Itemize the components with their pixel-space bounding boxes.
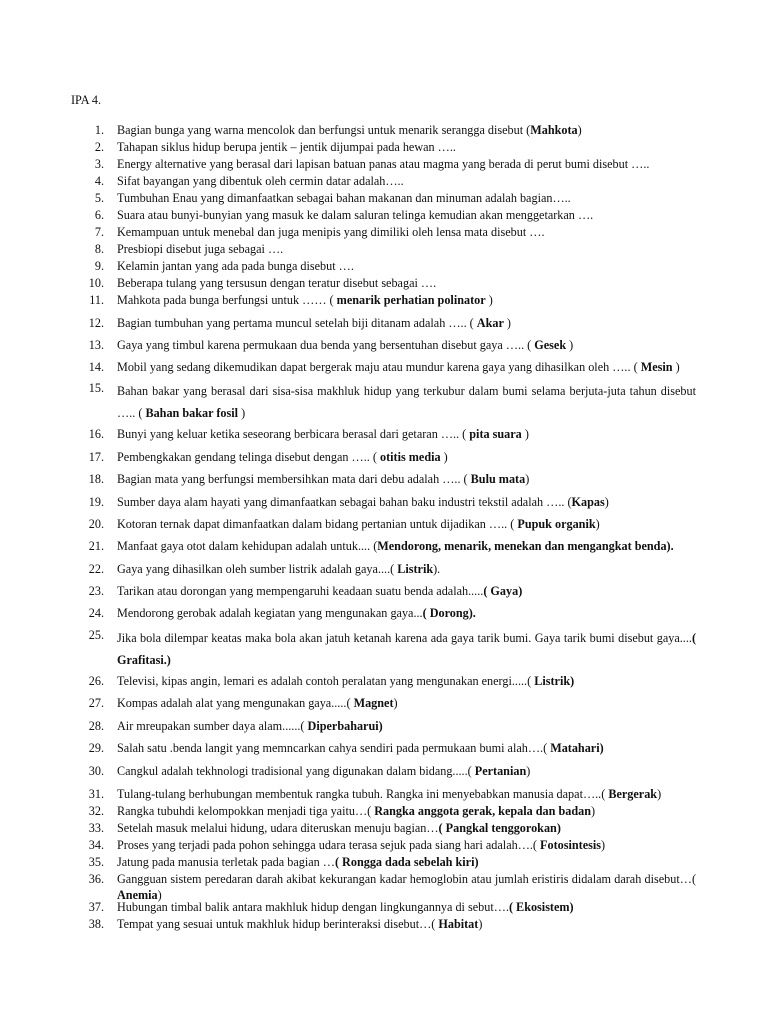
question-prompt: Tulang-tulang berhubungan membentuk rangka tubuh. Rangka ini menyebabkan manusia dapat…..( (117, 787, 609, 801)
answer-close: ) (672, 360, 680, 374)
question-text (117, 899, 574, 915)
question-prompt: Kotoran ternak dapat dimanfaatkan dalam bidang pertanian untuk dijadikan ….. ( (117, 517, 518, 531)
question-text (117, 561, 440, 577)
question-number: 16. (88, 427, 104, 441)
question-text (117, 315, 511, 331)
answer-text: ( Pangkal tenggorokan) (438, 821, 561, 835)
question-prompt: Tarikan atau dorongan yang mempengaruhi keadaan suatu benda adalah..... (117, 584, 484, 598)
answer-text: Anemia (117, 888, 158, 902)
answer-text: ( Grafitasi.) (117, 631, 696, 667)
question-prompt: Mendorong gerobak adalah kegiatan yang mengunakan gaya... (117, 606, 423, 620)
question-number: 10. (88, 276, 104, 290)
question-number: 14. (88, 360, 104, 374)
question-number: 38. (88, 917, 104, 931)
question-number: 12. (88, 316, 104, 330)
answer-close: ) (526, 764, 531, 778)
question-text (117, 241, 283, 257)
answer-text: Fotosintesis (540, 838, 601, 852)
question-number: 17. (88, 450, 104, 464)
question-text (117, 673, 574, 689)
question-number: 22. (88, 562, 104, 576)
answer-text: ( Rongga dada sebelah kiri) (334, 855, 479, 869)
question-prompt: Manfaat gaya otot dalam kehidupan adalah untuk.... ( (117, 539, 378, 553)
answer-close: ) (238, 406, 246, 420)
question-prompt: Jika bola dilempar keatas maka bola akan jatuh ketanah karena ada gaya tarik bumi. Gaya tarik bumi disebut gaya.... (117, 631, 692, 645)
answer-close: ) (521, 427, 529, 441)
question-number: 23. (88, 584, 104, 598)
question-number: 33. (88, 821, 104, 835)
answer-close: ) (393, 696, 398, 710)
answer-text: otitis media (379, 450, 441, 464)
question-text (117, 426, 529, 442)
answer-text: ( Gaya) (483, 584, 523, 598)
question-text (117, 494, 609, 510)
question-text (117, 538, 674, 554)
question-text (117, 139, 456, 155)
question-text (117, 173, 404, 189)
question-text (117, 337, 573, 353)
question-prompt: Kelamin jantan yang ada pada bunga disebut …. (117, 259, 354, 273)
question-number: 3. (94, 157, 104, 171)
question-prompt: Proses yang terjadi pada pohon sehingga udara terasa sejuk pada siang hari adalah….( (117, 838, 541, 852)
answer-close: ) (600, 838, 606, 852)
answer-text: ( Dorong). (422, 606, 476, 620)
question-text (117, 695, 398, 711)
question-text (117, 763, 530, 779)
question-number: 32. (88, 804, 104, 818)
answer-text: Pertanian (474, 764, 527, 778)
question-prompt: Gangguan sistem peredaran darah akibat kekurangan kadar hemoglobin atau jumlah eristiris didalam darah disebut…( (117, 872, 696, 886)
question-number: 24. (88, 606, 104, 620)
question-prompt: Bagian bunga yang warna mencolok dan berfungsi untuk menarik serangga disebut ( (117, 123, 531, 137)
question-text (117, 156, 649, 172)
question-prompt: Mahkota pada bunga berfungsi untuk …… ( (117, 293, 337, 307)
question-prompt: Sifat bayangan yang dibentuk oleh cermin datar adalah….. (117, 174, 404, 188)
question-prompt: Presbiopi disebut juga sebagai …. (117, 242, 284, 256)
question-text (117, 449, 448, 465)
answer-text: Diperbaharui) (307, 719, 383, 733)
question-prompt: Bahan bakar yang berasal dari sisa-sisa makhluk hidup yang terkubur dalam bumi selama berjuta-juta tahun disebut ….. ( (117, 384, 696, 420)
answer-text: Listrik) (534, 674, 575, 688)
answer-close: ) (657, 787, 662, 801)
question-prompt: Cangkul adalah tekhnologi tradisional yang digunakan dalam bidang.....( (117, 764, 475, 778)
question-number: 20. (88, 517, 104, 531)
question-number: 28. (88, 719, 104, 733)
question-prompt: Air mreupakan sumber daya alam......( (117, 719, 308, 733)
question-prompt: Televisi, kipas angin, lemari es adalah contoh peralatan yang mengunakan energi.....( (117, 674, 535, 688)
question-number: 25. (88, 628, 104, 642)
question-prompt: Salah satu .benda langit yang memncarkan cahya sendiri pada permukaan bumi alah….( (117, 741, 551, 755)
answer-text: Habitat (438, 917, 479, 931)
question-text (117, 380, 696, 424)
answer-text: Rangka anggota gerak, kepala dan badan (374, 804, 591, 818)
question-prompt: Kompas adalah alat yang mengunakan gaya.....( (117, 696, 354, 710)
question-number: 9. (94, 259, 104, 273)
answer-text: Mahkota (530, 123, 578, 137)
question-prompt: Bagian tumbuhan yang pertama muncul setelah biji ditanam adalah ….. ( (117, 316, 477, 330)
question-text (117, 359, 680, 375)
question-text (117, 224, 545, 240)
question-number: 11. (89, 293, 104, 307)
question-text (117, 190, 571, 206)
question-prompt: Tahapan siklus hidup berupa jentik – jentik dijumpai pada hewan ….. (117, 140, 456, 154)
question-text (117, 786, 661, 802)
answer-close: ) (566, 338, 574, 352)
question-text (117, 803, 595, 819)
question-number: 2. (94, 140, 104, 154)
question-text (117, 718, 383, 734)
answer-close: ) (525, 472, 530, 486)
question-number: 26. (88, 674, 104, 688)
question-text (117, 854, 479, 870)
question-prompt: Energy alternative yang berasal dari lapisan batuan panas atau magma yang berada di perut bumi disebut ….. (117, 157, 650, 171)
answer-close: ) (485, 293, 493, 307)
question-prompt: Bagian mata yang berfungsi membersihkan mata dari debu adalah ….. ( (117, 472, 471, 486)
answer-text: Matahari) (550, 741, 604, 755)
question-prompt: Beberapa tulang yang tersusun dengan teratur disebut sebagai …. (117, 276, 437, 290)
question-prompt: Mobil yang sedang dikemudikan dapat bergerak maju atau mundur karena gaya yang dihasilkan oleh ….. ( (117, 360, 641, 374)
answer-text: ( Ekosistem) (508, 900, 574, 914)
question-number: 1. (94, 123, 104, 137)
document-title: IPA 4. (71, 93, 102, 107)
answer-text: Gesek (534, 338, 567, 352)
question-number: 18. (88, 472, 104, 486)
question-text (117, 207, 593, 223)
question-prompt: Hubungan timbal balik antara makhluk hidup dengan lingkungannya di sebut…. (117, 900, 509, 914)
question-prompt: Rangka tubuhdi kelompokkan menjadi tiga yaitu…( (117, 804, 375, 818)
question-prompt: Tempat yang sesuai untuk makhluk hidup berinteraksi disebut…( (117, 917, 439, 931)
question-number: 4. (94, 174, 104, 188)
question-number: 34. (88, 838, 104, 852)
question-number: 13. (88, 338, 104, 352)
answer-text: Magnet (353, 696, 394, 710)
question-text (117, 820, 561, 836)
answer-text: Pupuk organik (517, 517, 596, 531)
answer-close: ) (595, 517, 600, 531)
question-prompt: Gaya yang timbul karena permukaan dua benda yang bersentuhan disebut gaya ….. ( (117, 338, 535, 352)
answer-close: ). (433, 562, 441, 576)
question-text (117, 916, 482, 932)
question-number: 5. (94, 191, 104, 205)
question-prompt: Pembengkakan gendang telinga disebut dengan ….. ( (117, 450, 380, 464)
question-text (117, 627, 696, 671)
answer-text: Bulu mata (470, 472, 526, 486)
question-prompt: Jatung pada manusia terletak pada bagian … (117, 855, 335, 869)
question-text (117, 275, 436, 291)
question-text (117, 740, 604, 756)
question-prompt: Sumber daya alam hayati yang dimanfaatkan sebagai bahan baku industri tekstil adalah ….. ( (117, 495, 572, 509)
question-prompt: Tumbuhan Enau yang dimanfaatkan sebagai bahan makanan dan minuman adalah bagian….. (117, 191, 571, 205)
question-prompt: Setelah masuk melalui hidung, udara diteruskan menuju bagian… (117, 821, 439, 835)
question-number: 36. (88, 872, 104, 886)
answer-text: Mendorong, menarik, menekan dan mengangkat benda). (377, 539, 674, 553)
answer-text: Listrik (397, 562, 434, 576)
question-number: 19. (88, 495, 104, 509)
question-prompt: Gaya yang dihasilkan oleh sumber listrik adalah gaya....( (117, 562, 398, 576)
answer-close: ) (590, 804, 596, 818)
question-text (117, 258, 354, 274)
answer-text: Bahan bakar fosil (145, 406, 239, 420)
answer-close: ) (577, 123, 582, 137)
question-prompt: Bunyi yang keluar ketika seseorang berbicara berasal dari getaran ….. ( (117, 427, 470, 441)
answer-close: ) (478, 917, 483, 931)
question-number: 7. (94, 225, 104, 239)
answer-text: pita suara (469, 427, 522, 441)
question-number: 29. (88, 741, 104, 755)
answer-close: ) (604, 495, 609, 509)
question-number: 27. (88, 696, 104, 710)
answer-text: Kapas (571, 495, 605, 509)
answer-text: Akar (476, 316, 504, 330)
question-text (117, 292, 493, 308)
answer-text: Bergerak (608, 787, 658, 801)
question-text (117, 583, 522, 599)
question-text (117, 605, 476, 621)
question-text (117, 471, 529, 487)
question-number: 30. (88, 764, 104, 778)
question-prompt: Kemampuan untuk menebal dan juga menipis yang dimiliki oleh lensa mata disebut …. (117, 225, 545, 239)
question-text (117, 122, 582, 138)
question-number: 8. (94, 242, 104, 256)
question-number: 31. (88, 787, 104, 801)
answer-close: ) (157, 888, 162, 902)
question-prompt: Suara atau bunyi-bunyian yang masuk ke dalam saluran telinga kemudian akan menggetarkan …. (117, 208, 594, 222)
question-number: 37. (88, 900, 104, 914)
answer-close: ) (503, 316, 511, 330)
question-number: 6. (94, 208, 104, 222)
question-number: 35. (88, 855, 104, 869)
question-number: 21. (88, 539, 104, 553)
answer-close: ) (440, 450, 448, 464)
answer-text: menarik perhatian polinator (336, 293, 486, 307)
question-text (117, 837, 605, 853)
answer-text: Mesin (640, 360, 673, 374)
question-text (117, 516, 600, 532)
question-number: 15. (88, 381, 104, 395)
